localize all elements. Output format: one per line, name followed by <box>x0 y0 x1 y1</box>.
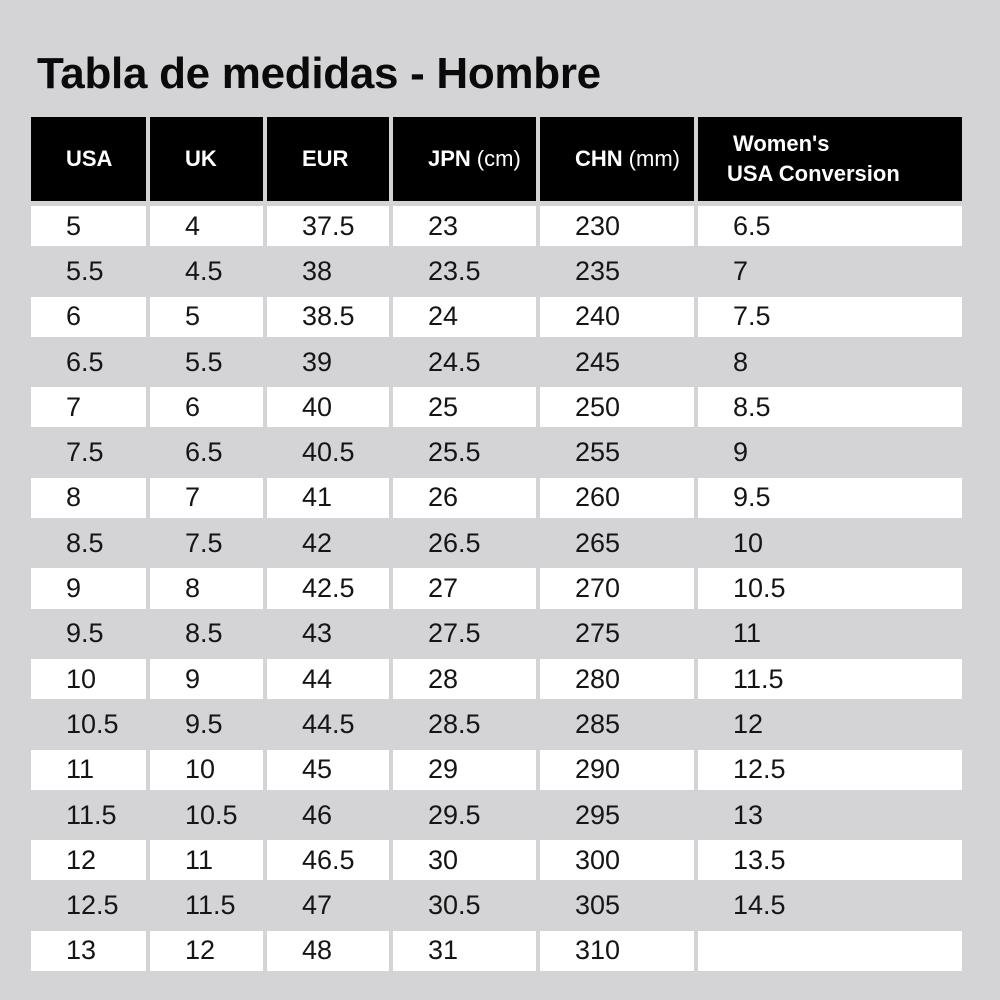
cell-womens-usa: 6.5 <box>698 206 962 246</box>
cell-uk: 5 <box>150 297 263 337</box>
cell-chn: 300 <box>540 840 694 880</box>
cell-eur: 42.5 <box>267 568 389 608</box>
cell-chn: 250 <box>540 387 694 427</box>
cell-chn: 265 <box>575 527 621 558</box>
header-unit: (cm) <box>476 146 521 171</box>
header-usa <box>31 117 146 201</box>
cell-jpn: 25 <box>393 387 536 427</box>
cell-womens-usa: 13 <box>733 799 764 830</box>
cell-chn: 305 <box>575 890 621 921</box>
page-title: Tabla de medidas - Hombre <box>37 49 601 98</box>
table-row <box>31 795 966 835</box>
table-row <box>31 478 966 518</box>
cell-womens-usa: 14.5 <box>733 890 786 921</box>
cell-eur: 48 <box>267 931 389 971</box>
cell-usa: 10 <box>31 659 146 699</box>
cell-usa: 9.5 <box>66 618 104 649</box>
cell-usa: 6.5 <box>66 346 104 377</box>
header-chn <box>540 117 694 201</box>
cell-womens-usa: 12 <box>733 708 764 739</box>
cell-uk: 6.5 <box>185 437 223 468</box>
cell-jpn: 25.5 <box>428 437 481 468</box>
size-table <box>31 117 966 976</box>
header-label: EUR <box>302 146 349 171</box>
header-eur <box>267 117 389 201</box>
cell-womens-usa: 10 <box>733 527 764 558</box>
cell-uk: 9.5 <box>185 708 223 739</box>
cell-eur: 46 <box>302 799 333 830</box>
cell-eur: 45 <box>267 750 389 790</box>
header-label: UK <box>185 146 217 171</box>
cell-jpn: 30.5 <box>428 890 481 921</box>
cell-usa: 10.5 <box>66 708 119 739</box>
cell-womens-usa: 7 <box>733 255 749 286</box>
cell-usa: 7.5 <box>66 437 104 468</box>
cell-usa: 11.5 <box>66 799 117 830</box>
cell-chn: 275 <box>575 618 621 649</box>
cell-jpn: 23 <box>393 206 536 246</box>
cell-eur: 39 <box>302 346 333 377</box>
cell-usa: 6 <box>31 297 146 337</box>
table-row <box>31 342 966 382</box>
table-row <box>31 840 966 880</box>
header-label: USA <box>66 146 113 171</box>
cell-uk: 11 <box>150 840 263 880</box>
cell-uk: 6 <box>150 387 263 427</box>
cell-eur: 40.5 <box>302 437 355 468</box>
cell-usa: 7 <box>31 387 146 427</box>
cell-jpn: 23.5 <box>428 255 481 286</box>
cell-womens-usa: 8 <box>733 346 749 377</box>
cell-eur: 46.5 <box>267 840 389 880</box>
cell-eur: 38.5 <box>267 297 389 337</box>
table-row <box>31 704 966 744</box>
table-row <box>31 206 966 246</box>
cell-usa: 11 <box>31 750 146 790</box>
cell-uk: 11.5 <box>185 890 236 921</box>
cell-chn: 230 <box>540 206 694 246</box>
cell-eur: 43 <box>302 618 333 649</box>
cell-jpn: 24.5 <box>428 346 481 377</box>
cell-usa: 12 <box>31 840 146 880</box>
cell-uk: 8 <box>150 568 263 608</box>
table-header-row <box>31 117 966 201</box>
cell-jpn: 28.5 <box>428 708 481 739</box>
cell-chn: 270 <box>540 568 694 608</box>
cell-jpn: 27.5 <box>428 618 481 649</box>
cell-eur: 47 <box>302 890 333 921</box>
cell-uk: 7 <box>150 478 263 518</box>
cell-uk: 10 <box>150 750 263 790</box>
table-row <box>31 885 966 925</box>
cell-chn: 295 <box>575 799 621 830</box>
cell-eur: 38 <box>302 255 333 286</box>
cell-womens-usa: 8.5 <box>698 387 962 427</box>
header-unit: (mm) <box>628 146 680 171</box>
cell-uk: 7.5 <box>185 527 223 558</box>
cell-uk: 8.5 <box>185 618 223 649</box>
cell-chn: 245 <box>575 346 621 377</box>
cell-jpn: 26 <box>393 478 536 518</box>
cell-usa: 9 <box>31 568 146 608</box>
table-row <box>31 931 966 971</box>
cell-eur: 40 <box>267 387 389 427</box>
cell-chn: 240 <box>540 297 694 337</box>
cell-eur: 44 <box>267 659 389 699</box>
cell-jpn: 29.5 <box>428 799 481 830</box>
cell-eur: 44.5 <box>302 708 355 739</box>
cell-usa: 8.5 <box>66 527 104 558</box>
table-row <box>31 659 966 699</box>
cell-eur: 37.5 <box>267 206 389 246</box>
cell-chn: 290 <box>540 750 694 790</box>
cell-womens-usa: 13.5 <box>698 840 962 880</box>
cell-jpn: 26.5 <box>428 527 481 558</box>
cell-jpn: 24 <box>393 297 536 337</box>
cell-womens-usa: 7.5 <box>698 297 962 337</box>
cell-jpn: 27 <box>393 568 536 608</box>
header-label: JPN <box>428 146 471 171</box>
cell-uk: 10.5 <box>185 799 238 830</box>
cell-jpn: 30 <box>393 840 536 880</box>
cell-womens-usa <box>698 931 962 971</box>
cell-uk: 9 <box>150 659 263 699</box>
cell-womens-usa: 11 <box>733 618 762 649</box>
table-row <box>31 387 966 427</box>
cell-usa: 8 <box>31 478 146 518</box>
cell-jpn: 28 <box>393 659 536 699</box>
table-row <box>31 614 966 654</box>
header-label-line1: Women's <box>733 131 830 156</box>
cell-chn: 285 <box>575 708 621 739</box>
table-row <box>31 523 966 563</box>
table-row <box>31 432 966 472</box>
table-row <box>31 297 966 337</box>
table-body <box>31 206 966 971</box>
cell-uk: 12 <box>150 931 263 971</box>
header-womens-usa-conversion <box>698 117 962 201</box>
cell-eur: 41 <box>267 478 389 518</box>
cell-jpn: 31 <box>393 931 536 971</box>
cell-womens-usa: 9.5 <box>698 478 962 518</box>
cell-chn: 280 <box>540 659 694 699</box>
cell-uk: 4 <box>150 206 263 246</box>
cell-chn: 310 <box>540 931 694 971</box>
cell-womens-usa: 9 <box>733 437 749 468</box>
cell-chn: 255 <box>575 437 621 468</box>
cell-womens-usa: 10.5 <box>698 568 962 608</box>
header-jpn <box>393 117 536 201</box>
header-uk <box>150 117 263 201</box>
cell-uk: 5.5 <box>185 346 223 377</box>
table-row <box>31 568 966 608</box>
cell-uk: 4.5 <box>185 255 223 286</box>
cell-usa: 5 <box>31 206 146 246</box>
table-row <box>31 251 966 291</box>
cell-eur: 42 <box>302 527 333 558</box>
cell-usa: 12.5 <box>66 890 119 921</box>
header-label: CHN <box>575 146 623 171</box>
cell-womens-usa: 11.5 <box>698 659 962 699</box>
cell-chn: 260 <box>540 478 694 518</box>
header-label-line2: USA Conversion <box>727 161 900 186</box>
cell-usa: 5.5 <box>66 255 104 286</box>
cell-womens-usa: 12.5 <box>698 750 962 790</box>
cell-usa: 13 <box>31 931 146 971</box>
cell-chn: 235 <box>575 255 621 286</box>
table-row <box>31 750 966 790</box>
cell-jpn: 29 <box>393 750 536 790</box>
